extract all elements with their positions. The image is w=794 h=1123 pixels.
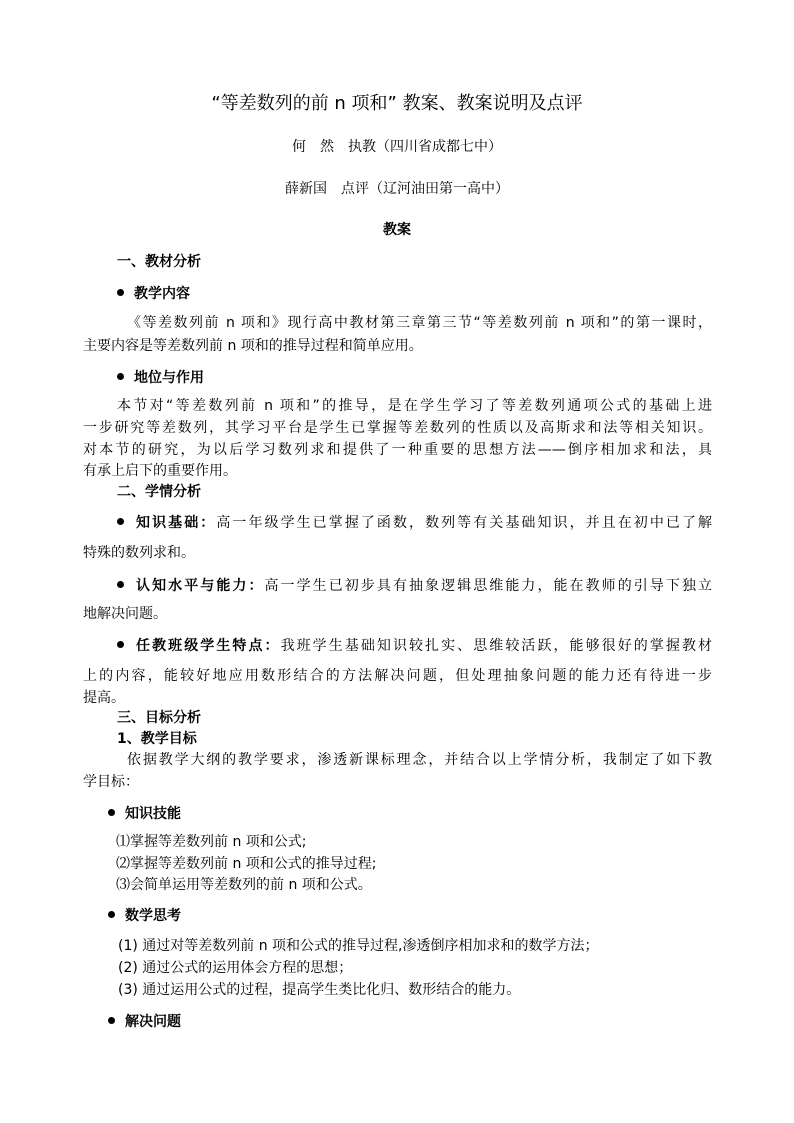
bullet-icon — [117, 289, 124, 296]
paragraph-line: 一步研究等差数列，其学习平台是学生已掌握等差数列的性质以及高斯求和法等相关知识。 — [83, 420, 712, 436]
bullet-position-role — [117, 368, 204, 388]
bullet-icon — [108, 911, 115, 918]
section-title: 教案 — [383, 222, 411, 238]
bullet-teaching-content — [117, 284, 190, 304]
bullet-icon — [117, 518, 124, 525]
paragraph-line: 主要内容是等差数列前 n 项和的推导过程和简单应用。 — [83, 338, 423, 354]
heading-learner-analysis: 二、学情分析 — [117, 484, 201, 500]
paragraph-line: 提高。 — [83, 690, 125, 706]
paragraph-line: 有承上启下的重要作用。 — [83, 463, 237, 479]
bullet-label: 解决问题 — [125, 1014, 181, 1030]
list-item: ⑶会简单运用等差数列的前 n 项和公式。 — [116, 877, 372, 893]
author-line-1: 何 然 执教（四川省成都七中） — [292, 139, 502, 155]
list-item: ⑴掌握等差数列前 n 项和公式; — [116, 834, 307, 850]
bullet-knowledge-base — [117, 513, 712, 533]
bullet-label: 知识技能 — [125, 806, 181, 822]
paragraph-line: 学目标： — [83, 774, 139, 790]
heading-textbook-analysis: 一、教材分析 — [117, 254, 201, 270]
list-item: (2) 通过公式的运用体会方程的思想； — [118, 960, 353, 976]
bullet-label: 认知水平与能力： — [134, 578, 265, 594]
bullet-label: 地位与作用 — [134, 370, 204, 386]
bullet-text: 我班学生基础知识较扎实、思维较活跃，能够很好的掌握教材 — [280, 638, 713, 654]
paragraph-line: 依据教学大纲的教学要求，渗透新课标理念，并结合以上学情分析，我制定了如下教 — [127, 752, 712, 768]
list-item: (1) 通过对等差数列前 n 项和公式的推导过程,渗透倒序相加求和的数学方法； — [118, 938, 599, 954]
bullet-math-thinking — [108, 906, 181, 926]
subheading-teaching-goals: 1、教学目标 — [117, 731, 197, 747]
paragraph-line: 《等差数列前 n 项和》现行高中教材第三章第三节“等差数列前 n 项和”的第一课时， — [127, 315, 712, 331]
bullet-icon — [108, 809, 115, 816]
paragraph-line: 特殊的数列求和。 — [83, 545, 195, 561]
paragraph-line: 对本节的研究，为以后学习数列求和提供了一种重要的思想方法——倒序相加求和法，具 — [83, 442, 712, 458]
author-line-2: 薛新国 点评（辽河油田第一高中） — [285, 181, 509, 197]
bullet-text: 高一学生已初步具有抽象逻辑思维能力，能在教师的引导下独立 — [264, 578, 712, 594]
bullet-cognitive-level — [117, 576, 712, 596]
heading-goal-analysis: 三、目标分析 — [117, 710, 201, 726]
bullet-problem-solving — [108, 1012, 181, 1032]
bullet-text: 高一年级学生已掌握了函数，数列等有关基础知识，并且在初中已了解 — [216, 515, 713, 531]
paragraph-line: 上的内容，能较好地应用数形结合的方法解决问题，但处理抽象问题的能力还有待进一步 — [83, 668, 712, 684]
document-title: “等差数列的前 n 项和” 教案、教案说明及点评 — [211, 93, 583, 114]
bullet-label: 教学内容 — [134, 286, 190, 302]
bullet-knowledge-skills — [108, 804, 181, 824]
paragraph-line: 地解决问题。 — [83, 606, 167, 622]
list-item: (3) 通过运用公式的过程，提高学生类比化归、数形结合的能力。 — [118, 982, 521, 998]
bullet-icon — [117, 641, 124, 648]
bullet-icon — [117, 373, 124, 380]
list-item: ⑵掌握等差数列前 n 项和公式的推导过程; — [116, 856, 377, 872]
bullet-icon — [108, 1017, 115, 1024]
bullet-label: 数学思考 — [125, 908, 181, 924]
bullet-class-features — [117, 636, 712, 656]
bullet-icon — [117, 581, 124, 588]
paragraph-line: 本节对“等差数列前 n 项和”的推导，是在学生学习了等差数列通项公式的基础上进 — [117, 398, 712, 414]
bullet-label: 任教班级学生特点： — [134, 638, 281, 654]
bullet-label: 知识基础： — [134, 515, 217, 531]
